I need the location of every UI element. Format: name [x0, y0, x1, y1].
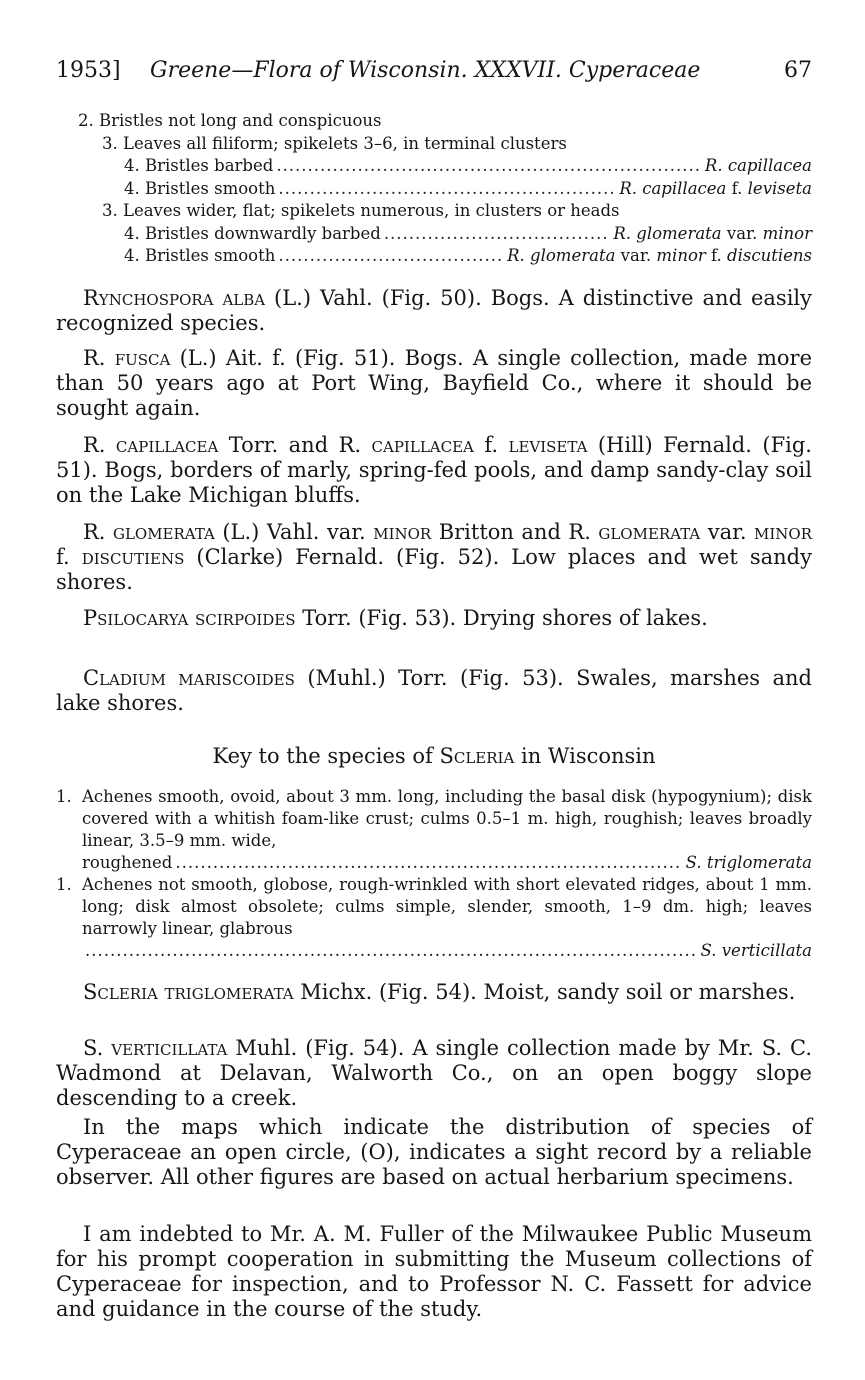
key-line: 4. Bristles smooth ..... R. capillacea f. leviseta: [56, 178, 812, 201]
dot-leader: [276, 155, 702, 178]
key-heading: Key to the species of Scleria in Wisconsin: [212, 744, 656, 768]
species-paragraph: Rynchospora alba (L.) Vahl. (Fig. 50). Bogs. A distinctive and easily recognized species.: [56, 286, 812, 335]
key-result: R. capillacea: [704, 156, 812, 175]
species-paragraph: Cladium mariscoides (Muhl.) Torr. (Fig. 53). Swales, marshes and lake shores.: [56, 666, 812, 715]
dot-leader: [278, 178, 616, 201]
key-line: 4. Bristles smooth ..... R. glomerata var. minor f. discutiens: [56, 245, 812, 268]
scleria-key: [56, 786, 812, 962]
running-title: Greene—Flora of Wisconsin. XXXVII. Cyperaceae: [150, 58, 701, 83]
key-result: S. verticillata: [700, 941, 812, 960]
key-result: R. glomerata var. minor: [613, 223, 812, 243]
running-header: [56, 58, 812, 86]
key-result: R. capillacea f. leviseta: [619, 178, 812, 198]
key-line: 3. Leaves wider, flat; spikelets numerous, in clusters or heads: [102, 201, 620, 220]
dot-leader: [175, 852, 682, 874]
species-paragraph: R. capillacea Torr. and R. capillacea f. leviseta (Hill) Fernald. (Fig. 51). Bogs, borders of marly, spring-fed pools, and damp sandy-clay soil on the Lake Michigan bluffs.: [56, 433, 812, 507]
key-entry: 1. Achenes smooth, ovoid, about 3 mm. long, including the basal disk (hypogynium); disk covered with a whitish foam-like crust; culms 0.5–1 m. high, roughish; leaves broadly linear, 3.5–9 mm. wide, roughened ..... S. triglomerata: [56, 786, 812, 874]
key-line: 2. Bristles not long and conspicuous: [78, 111, 382, 130]
species-paragraph: R. fusca (L.) Ait. f. (Fig. 51). Bogs. A single collection, made more than 50 years ago at Port Wing, Bayfield Co., where it should be sought again.: [56, 346, 813, 420]
dot-leader: [85, 940, 698, 962]
acknowledgement-paragraph: I am indebted to Mr. A. M. Fuller of the Milwaukee Public Museum for his prompt cooperation in submitting the Museum collections of Cyperaceae for inspection, and to Professor N. C. Fassett for advice and guidance in the course of the study.: [56, 1222, 812, 1321]
species-paragraph: Scleria triglomerata Michx. (Fig. 54). Moist, sandy soil or marshes.: [83, 980, 796, 1004]
key-result: S. triglomerata: [685, 853, 812, 872]
key-result: R. glomerata var. minor f. discutiens: [507, 246, 812, 265]
header-year: 1953]: [56, 58, 121, 83]
species-paragraph: R. glomerata (L.) Vahl. var. minor Britton and R. glomerata var. minor f. discutiens (Clarke) Fernald. (Fig. 52). Low places and wet sandy shores.: [56, 520, 812, 594]
species-paragraph: S. verticillata Muhl. (Fig. 54). A single collection made by Mr. S. C. Wadmond at Delavan, Walworth Co., on an open boggy slope descending to a creek.: [56, 1036, 812, 1110]
key-entry: 1. Achenes not smooth, globose, rough-wrinkled with short elevated ridges, about 1 mm. long; disk almost obsolete; culms simple, slender, smooth, 1–9 dm. high; leaves narrowly linear, glabrous ..... S. verticillata: [56, 874, 812, 962]
key-line: 4. Bristles barbed ..... R. capillacea: [56, 155, 812, 178]
rynchospora-key: [56, 110, 812, 268]
key-line: 3. Leaves all filiform; spikelets 3–6, in terminal clusters: [102, 133, 567, 153]
page-number: 67: [784, 58, 812, 83]
dot-leader: [278, 245, 504, 268]
key-line: 4. Bristles downwardly barbed ..... R. glomerata var. minor: [56, 223, 812, 246]
species-paragraph: Psilocarya scirpoides Torr. (Fig. 53). Drying shores of lakes.: [83, 606, 708, 630]
dot-leader: [384, 223, 611, 246]
maps-note-paragraph: In the maps which indicate the distribution of species of Cyperaceae an open circle, (O), indicates a sight record by a reliable observer. All other figures are based on actual herbarium specimens.: [56, 1115, 812, 1189]
